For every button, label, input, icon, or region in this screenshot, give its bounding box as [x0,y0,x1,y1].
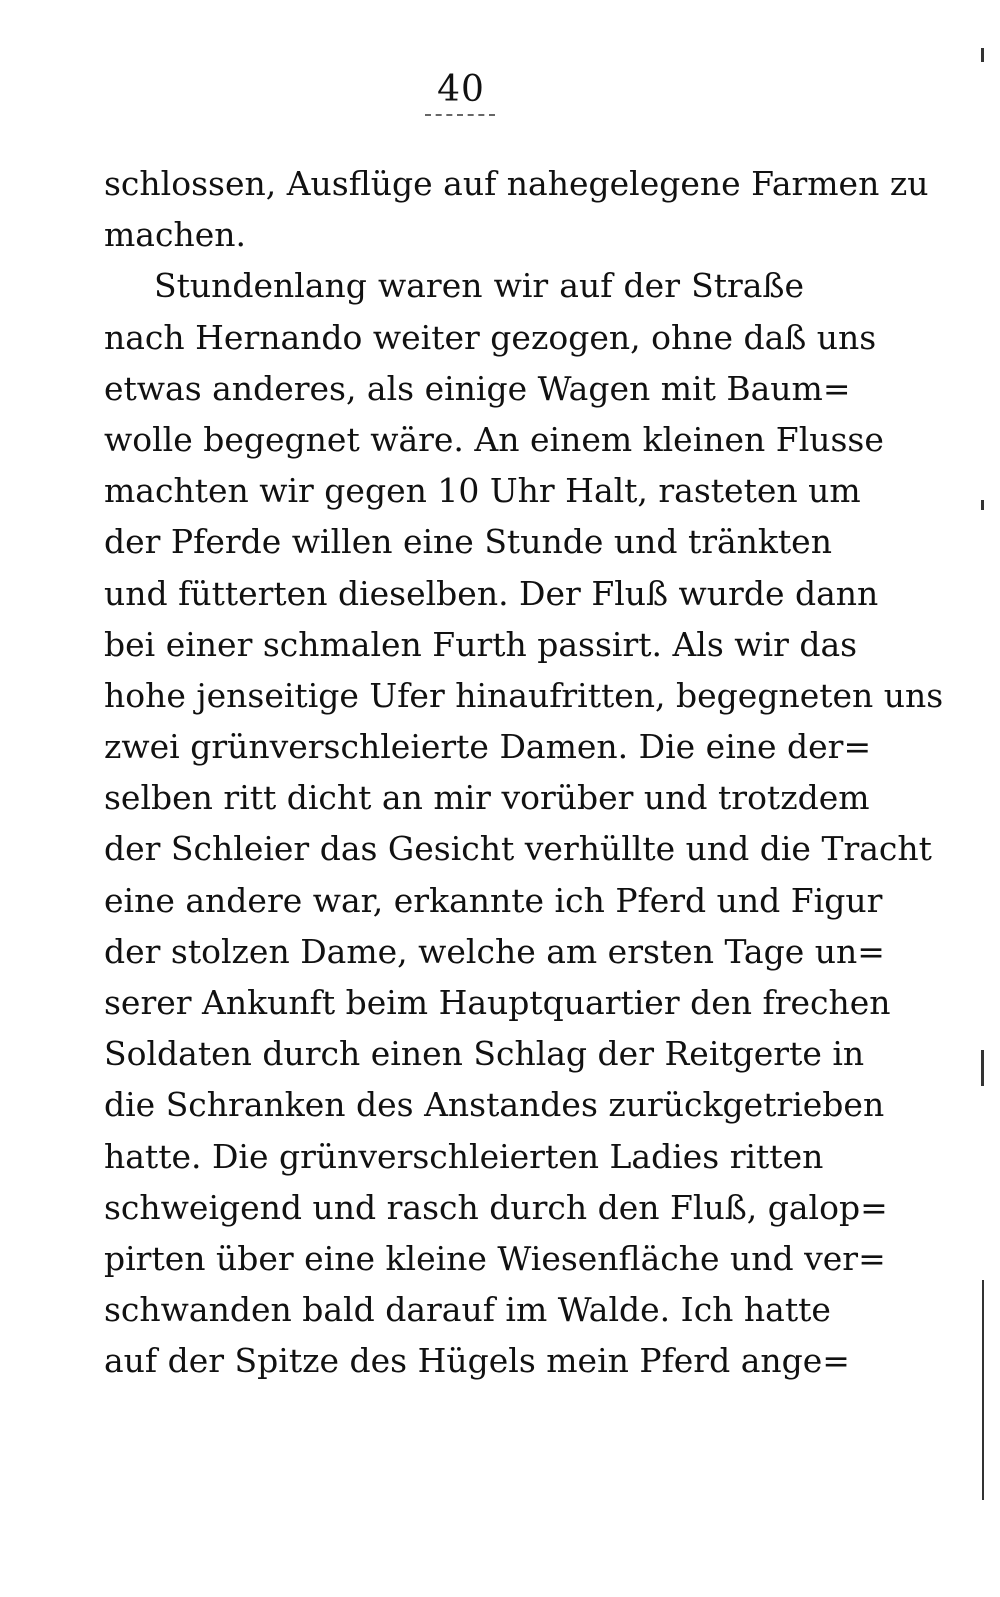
text-line: die Schranken des Anstandes zurückgetrieben [104,1085,885,1125]
text-line: schwanden bald darauf im Walde. Ich hatte [104,1290,831,1330]
text-line: bei einer schmalen Furth passirt. Als wir das [104,624,858,664]
text-line: auf der Spitze des Hügels mein Pferd ange= [104,1341,850,1381]
text-line: machten wir gegen 10 Uhr Halt, rasteten um [104,471,861,511]
text-line: schlossen, Ausflüge auf nahegelegene Farmen zu [104,164,929,203]
text-line: pirten über eine kleine Wiesenfläche und ver= [104,1238,886,1278]
body-text [104,158,944,1387]
scan-edge-mark [981,48,984,62]
page-number: 40 [437,69,485,110]
text-line: schweigend und rasch durch den Fluß, galop= [104,1187,888,1227]
text-line: zwei grünverschleierte Damen. Die eine der= [104,727,872,767]
text-line: nach Hernando weiter gezogen, ohne daß uns [104,317,877,357]
text-line: serer Ankunft beim Hauptquartier den frechen [104,983,891,1022]
text-line: der Schleier das Gesicht verhüllte und die Tracht [104,829,932,869]
text-line: und fütterten dieselben. Der Fluß wurde dann [104,573,879,613]
text-line: machen. [104,215,246,255]
scan-edge-mark [981,500,984,510]
text-line: wolle begegnet wäre. An einem kleinen Flusse [104,419,884,459]
scan-edge-mark [982,1280,984,1500]
text-line: hohe jenseitige Ufer hinaufritten, begegneten uns [104,675,944,715]
text-line: der Pferde willen eine Stunde und tränkten [104,522,832,562]
text-line: etwas anderes, als einige Wagen mit Baum= [104,368,851,408]
text-line: hatte. Die grünverschleierten Ladies ritten [104,1136,824,1176]
text-line: der stolzen Dame, welche am ersten Tage un= [104,931,885,971]
scan-edge-mark [981,1050,984,1086]
text-line: selben ritt dicht an mir vorüber und trotzdem [104,778,870,818]
text-line: Stundenlang waren wir auf der Straße [154,266,804,306]
header-rule [425,114,495,116]
text-line: eine andere war, erkannte ich Pferd und Figur [104,880,883,920]
text-line: Soldaten durch einen Schlag der Reitgerte in [104,1034,865,1074]
